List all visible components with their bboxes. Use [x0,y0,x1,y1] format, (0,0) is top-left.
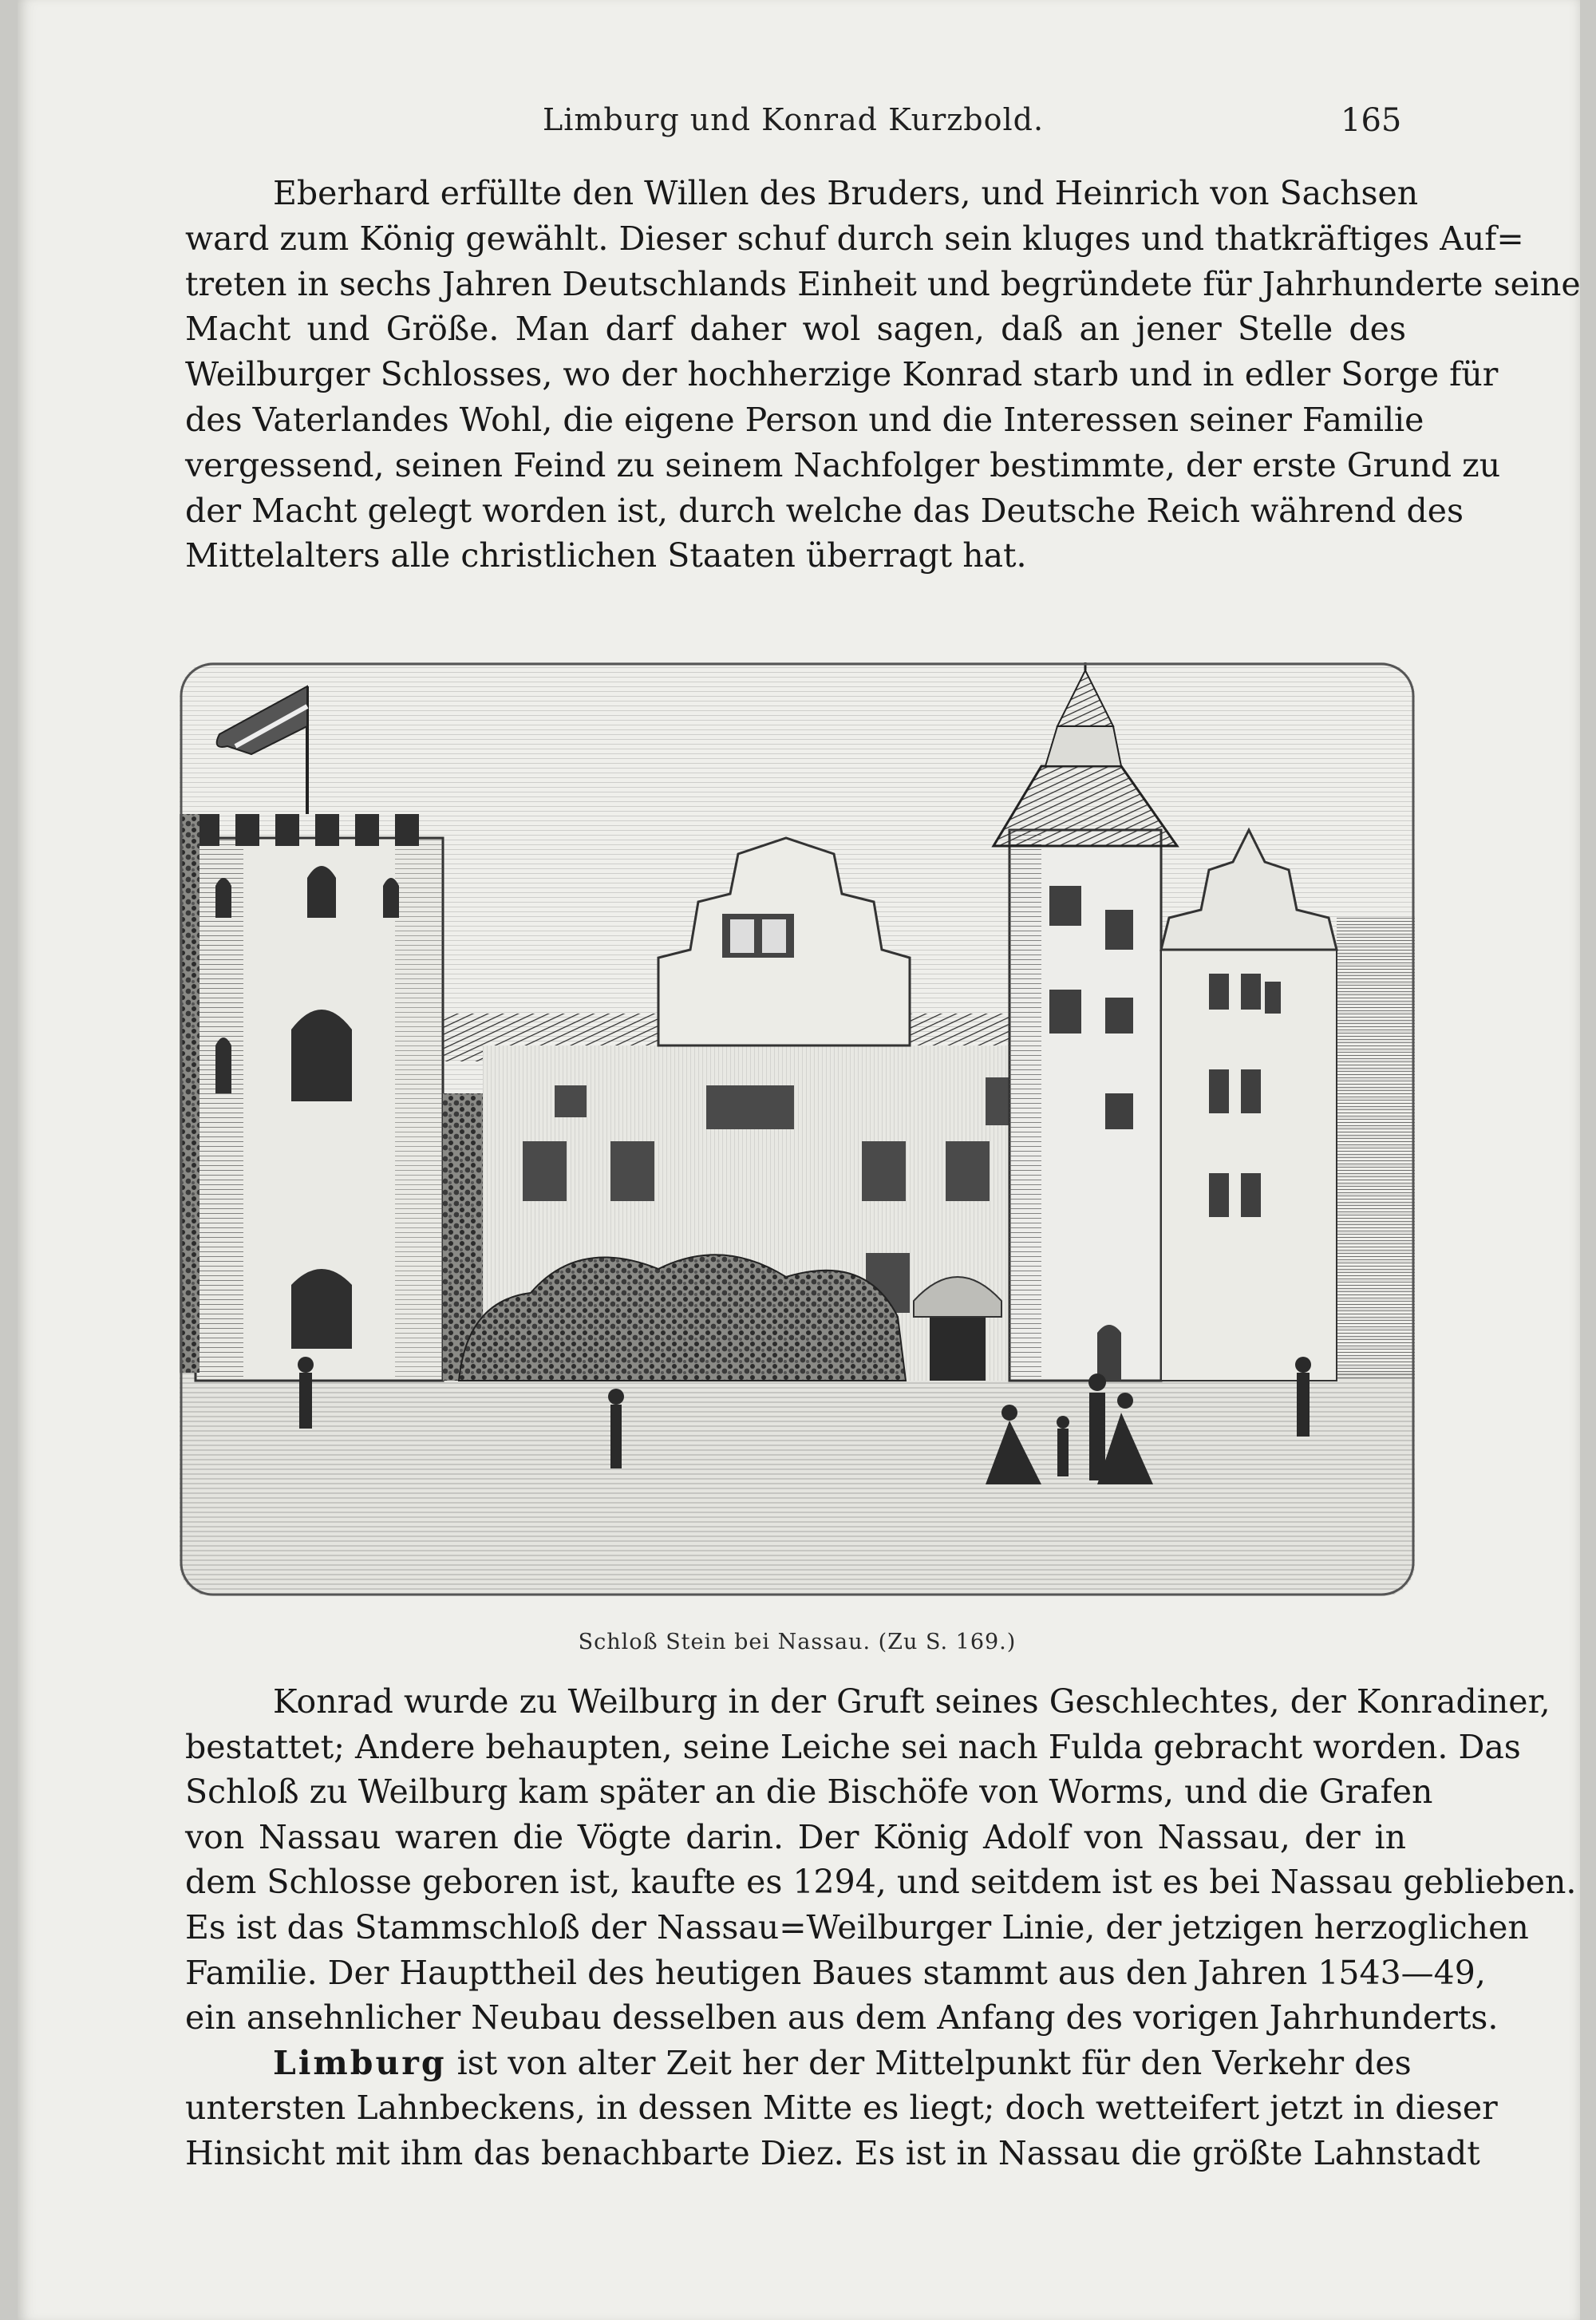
figure-caption: Schloß Stein bei Nassau. (Zu S. 169.) [578,1630,1017,1654]
text-line: dem Schlosse geboren ist, kaufte es 1294, und seitdem ist es bei Nassau geblieben. [185,1863,1577,1902]
text-line: Es ist das Stammschloß der Nassau=Weilburger Linie, der jetzigen herzoglichen [185,1907,1529,1947]
paragraph-2 [185,1679,1577,2176]
text-line: treten in sechs Jahren Deutschlands Einheit und begründete für Jahrhunderte seine [185,264,1581,303]
paragraph-1 [185,171,1581,579]
text-line-limburg [185,2041,1412,2086]
text-line: Eberhard erfüllte den Willen des Bruders, und Heinrich von Sachsen [273,174,1419,212]
text-line: der Macht gelegt worden ist, durch welche das Deutsche Reich während des [185,491,1464,530]
text-line: vergessend, seinen Feind zu seinem Nachfolger bestimmte, der erste Grund zu [185,445,1501,484]
text-line: Hinsicht mit ihm das benachbarte Diez. Es ist in Nassau die größte Lahnstadt [185,2133,1480,2172]
text-line: Konrad wurde zu Weilburg in der Gruft seines Geschlechtes, der Konradiner, [273,1682,1551,1721]
castle-engraving [180,615,1415,1620]
text-line: Schloß zu Weilburg kam später an die Bischöfe von Worms, und die Grafen [185,1773,1433,1812]
page-header [0,102,1596,150]
text-line: bestattet; Andere behaupten, seine Leiche sei nach Fulda gebracht worden. Das [185,1727,1521,1766]
text-line: von Nassau waren die Vögte darin. Der König Adolf von Nassau, der in [185,1817,1406,1856]
place-name-limburg: Limburg [273,2043,447,2082]
engraving-figure [180,615,1415,1654]
text-line: Macht und Größe. Man darf daher wol sagen, daß an jener Stelle des [185,310,1406,349]
text-fragment: ist von alter Zeit her der Mittelpunkt für den Verkehr des [446,2043,1412,2082]
text-line: Familie. Der Haupttheil des heutigen Baues stammt aus den Jahren 1543—49, [185,1953,1486,1992]
text-line: ward zum König gewählt. Dieser schuf durch sein kluges und thatkräftiges Auf= [185,219,1524,258]
text-line: Weilburger Schlosses, wo der hochherzige Konrad starb und in edler Sorge für [185,355,1499,394]
text-line: des Vaterlandes Wohl, die eigene Person und die Interessen seiner Familie [185,400,1424,439]
running-title: Limburg und Konrad Kurzbold. [543,102,1045,137]
text-line: ein ansehnlicher Neubau desselben aus dem Anfang des vorigen Jahrhunderts. [185,1998,1499,2037]
text-line: untersten Lahnbeckens, in dessen Mitte es liegt; doch wetteifert jetzt in dieser [185,2089,1498,2128]
text-line: Mittelalters alle christlichen Staaten überragt hat. [185,536,1027,575]
page-number: 165 [1341,102,1402,139]
